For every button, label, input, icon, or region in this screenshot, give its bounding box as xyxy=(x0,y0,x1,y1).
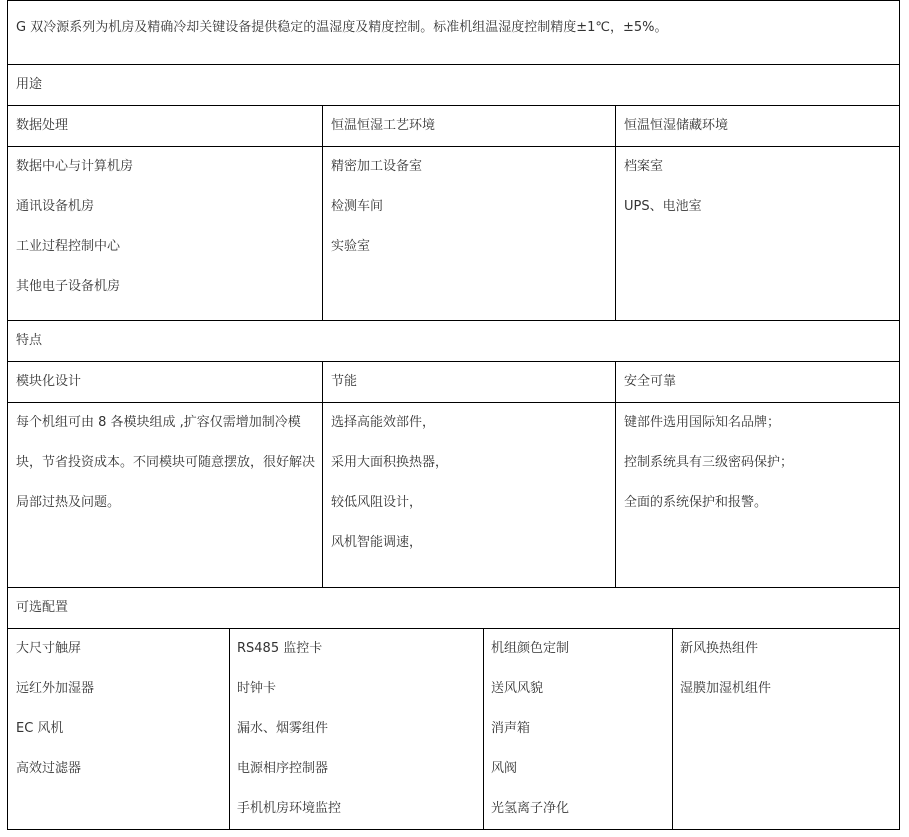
list-item: 机组颜色定制 xyxy=(491,641,570,656)
list-item: 消声箱 xyxy=(491,721,531,736)
list-item: 光氢离子净化 xyxy=(491,801,570,816)
list-item: 档案室 xyxy=(624,159,664,174)
usage-title-cell-3 xyxy=(615,105,900,146)
list-item: 采用大面积换热器， xyxy=(331,455,449,470)
features-content-cell-1 xyxy=(7,402,323,587)
list-item: 键部件选用国际知名品牌； xyxy=(624,415,781,430)
list-item: 手机机房环境监控 xyxy=(237,801,342,816)
options-heading-cell xyxy=(7,587,900,628)
list-item: 风机智能调速， xyxy=(331,535,423,550)
options-cell-3 xyxy=(483,628,673,830)
usage-items-cell-1 xyxy=(7,146,323,320)
features-title-reliability: 安全可靠 xyxy=(624,374,677,389)
usage-title-process-environment: 恒温恒湿工艺环境 xyxy=(331,118,436,133)
features-modular-text: 每个机组可由 8 各模块组成 ,扩容仅需增加制冷模块，节省投资成本。不同模块可随意摆放，很好解决局部过热及问题。 xyxy=(16,415,316,510)
list-item: 工业过程控制中心 xyxy=(16,239,121,254)
usage-heading: 用途 xyxy=(16,77,43,92)
features-title-cell-2 xyxy=(322,361,616,402)
options-heading: 可选配置 xyxy=(16,600,69,615)
usage-heading-cell xyxy=(7,64,900,105)
features-title-modular: 模块化设计 xyxy=(16,374,82,389)
list-item: 送风风貌 xyxy=(491,681,544,696)
features-title-energy: 节能 xyxy=(331,374,358,389)
list-item: 新风换热组件 xyxy=(680,641,759,656)
intro-text: G 双冷源系列为机房及精确冷却关键设备提供稳定的温湿度及精度控制。标准机组温湿度控制精度±1℃，±5%。 xyxy=(16,20,668,35)
features-heading-cell xyxy=(7,320,900,361)
list-item: 全面的系统保护和报警。 xyxy=(624,495,768,510)
usage-items-cell-3 xyxy=(615,146,900,320)
usage-title-storage-environment: 恒温恒湿储藏环境 xyxy=(624,118,729,133)
list-item: 检测车间 xyxy=(331,199,384,214)
usage-title-cell-2 xyxy=(322,105,616,146)
list-item: 时钟卡 xyxy=(237,681,277,696)
usage-title-data-processing: 数据处理 xyxy=(16,118,69,133)
options-cell-1 xyxy=(7,628,230,830)
features-title-cell-3 xyxy=(615,361,900,402)
list-item: 选择高能效部件， xyxy=(331,415,436,430)
list-item: 远红外加湿器 xyxy=(16,681,95,696)
list-item: RS485 监控卡 xyxy=(237,641,323,656)
options-cell-2 xyxy=(229,628,484,830)
intro-cell xyxy=(7,0,900,64)
features-heading: 特点 xyxy=(16,333,43,348)
features-title-cell-1 xyxy=(7,361,323,402)
list-item: 精密加工设备室 xyxy=(331,159,423,174)
usage-title-cell-1 xyxy=(7,105,323,146)
list-item: 其他电子设备机房 xyxy=(16,279,121,294)
list-item: 实验室 xyxy=(331,239,371,254)
list-item: 大尺寸触屏 xyxy=(16,641,82,656)
list-item: 风阀 xyxy=(491,761,518,776)
list-item: 高效过滤器 xyxy=(16,761,82,776)
options-cell-4 xyxy=(672,628,900,830)
list-item: 数据中心与计算机房 xyxy=(16,159,134,174)
list-item: 通讯设备机房 xyxy=(16,199,95,214)
list-item: 漏水、烟雾组件 xyxy=(237,721,329,736)
list-item: 电源相序控制器 xyxy=(237,761,329,776)
usage-items-cell-2 xyxy=(322,146,616,320)
list-item: UPS、电池室 xyxy=(624,199,702,214)
list-item: 控制系统具有三级密码保护； xyxy=(624,455,794,470)
features-content-cell-3 xyxy=(615,402,900,587)
list-item: 湿膜加湿机组件 xyxy=(680,681,772,696)
features-content-cell-2 xyxy=(322,402,616,587)
list-item: 较低风阻设计， xyxy=(331,495,423,510)
list-item: EC 风机 xyxy=(16,721,64,736)
